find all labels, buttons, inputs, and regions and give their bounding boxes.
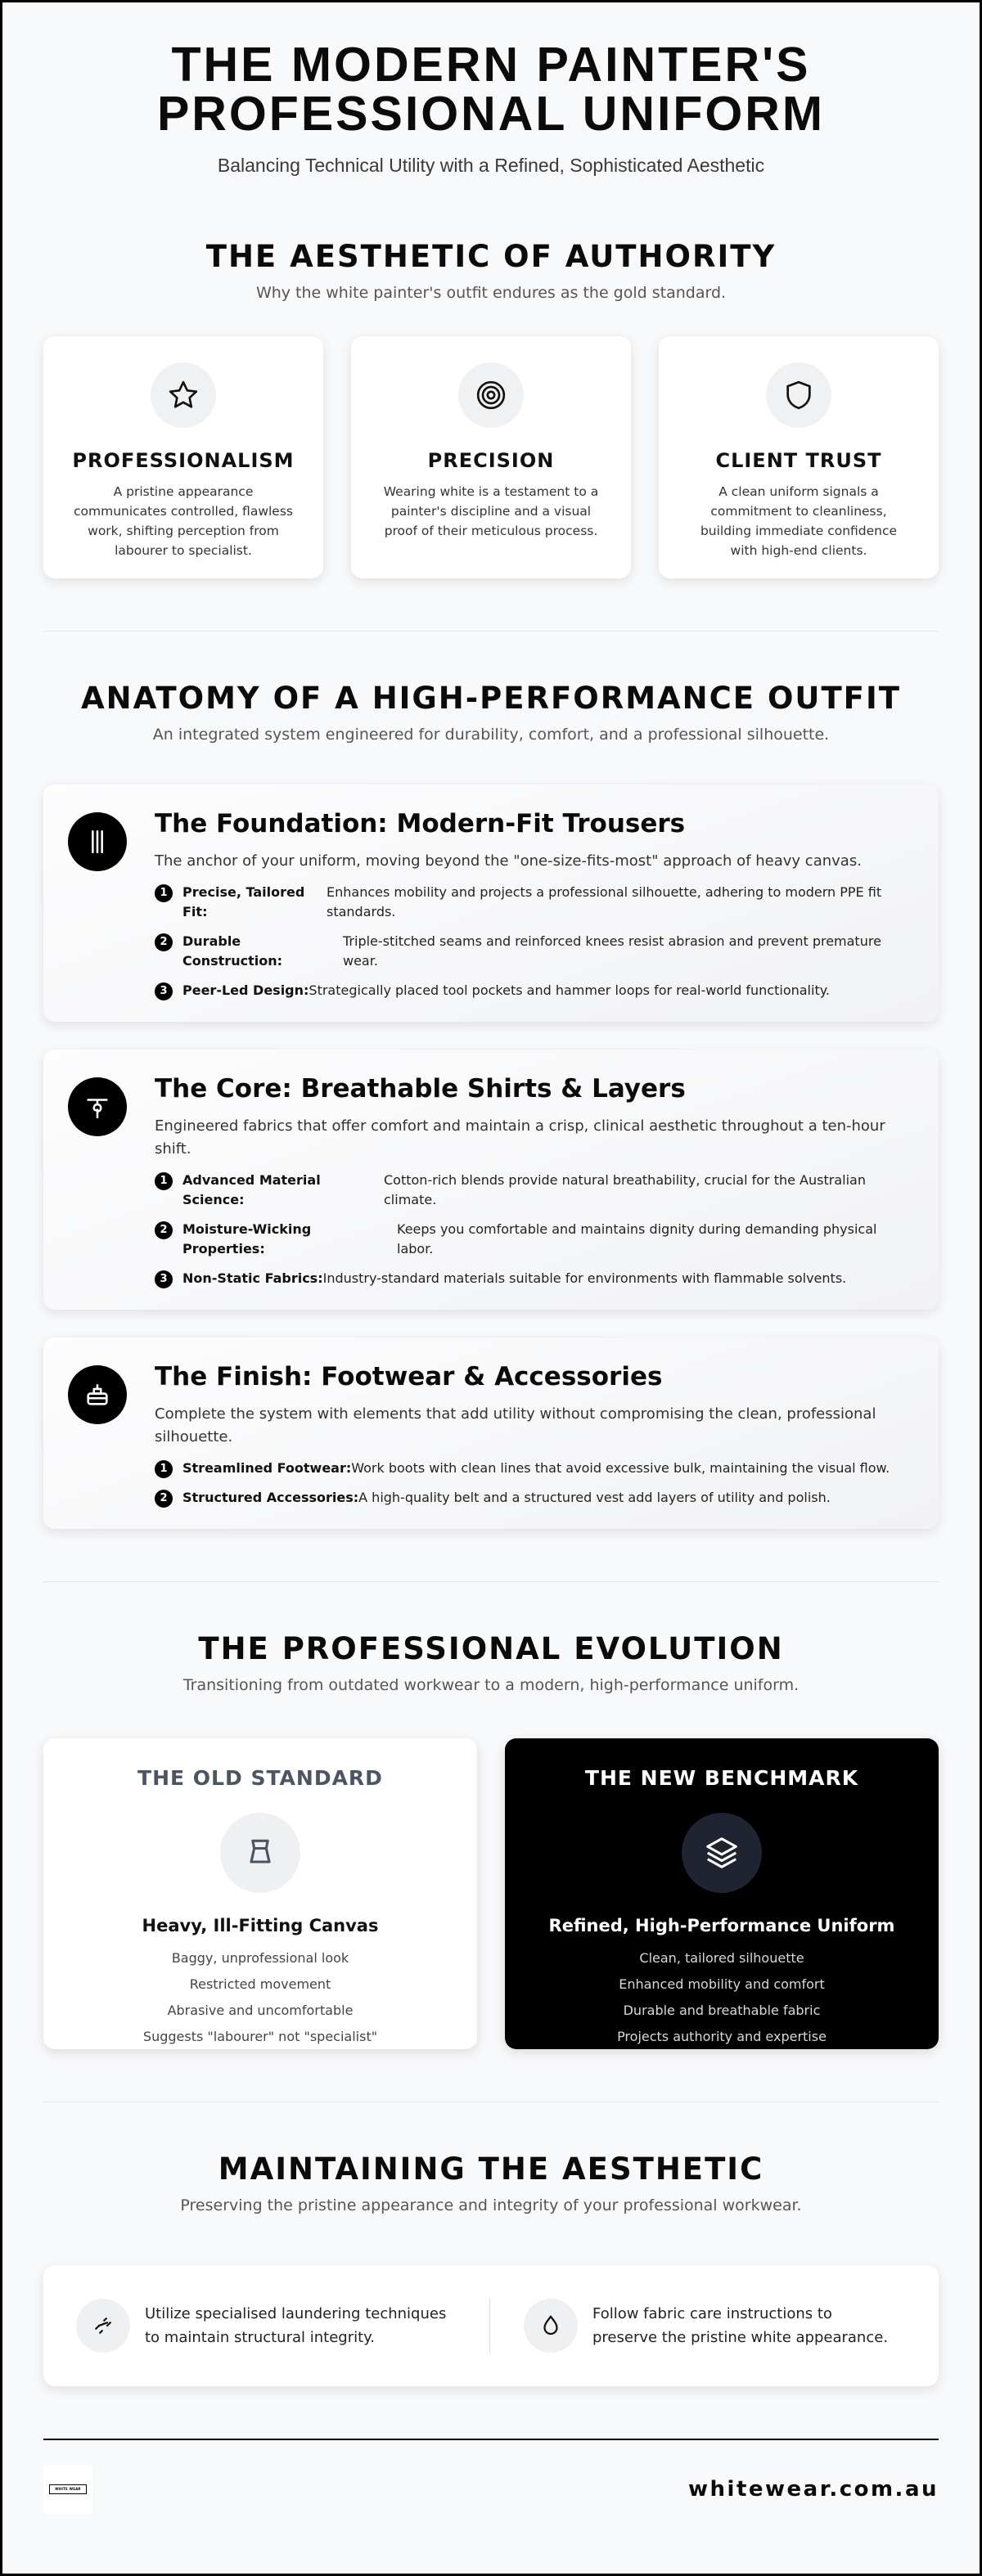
list-item-text: Keeps you comfortable and maintains dignity during demanding physical labor. xyxy=(397,1221,877,1257)
feature-shirts xyxy=(43,1050,939,1310)
feature-list xyxy=(155,1459,914,1508)
feature-title: The Finish: Footwear & Accessories xyxy=(155,1362,663,1391)
list-item-text: Industry-standard materials suitable for environments with flammable solvents. xyxy=(322,1270,847,1286)
list-item-label: Streamlined Footwear: xyxy=(182,1460,352,1476)
evolution-heading xyxy=(43,1631,939,1694)
maintain-divider xyxy=(489,2298,490,2353)
list-number: 2 xyxy=(155,1221,173,1239)
anatomy-heading xyxy=(43,681,939,744)
maintain-item-line-1: Utilize specialised laundering techniques xyxy=(145,2305,447,2322)
logo-mark xyxy=(49,2484,87,2494)
list-item xyxy=(155,1220,914,1259)
list-item xyxy=(155,932,914,971)
maintain-heading xyxy=(43,2151,939,2214)
evolution-comparison xyxy=(43,1738,939,2049)
list-item-text: Triple-stitched seams and reinforced knees resist abrasion and prevent premature wear. xyxy=(343,933,881,969)
authority-subtitle: Why the white painter's outfit endures as the gold standard. xyxy=(255,284,727,302)
hero-subtitle: Balancing Technical Utility with a Refined, Sophisticated Aesthetic xyxy=(217,155,765,176)
list-item xyxy=(155,1171,914,1210)
trousers-icon xyxy=(68,812,127,871)
list-item: Restricted movement xyxy=(189,1976,331,1992)
list-item-label: Durable Construction: xyxy=(182,933,282,969)
list-item: Durable and breathable fabric xyxy=(623,2003,821,2018)
list-item-label: Precise, Tailored Fit: xyxy=(182,884,305,919)
evolution-section xyxy=(43,1631,939,2049)
list-item-text: Strategically placed tool pockets and hammer loops for real-world functionality. xyxy=(309,982,830,998)
list-item-text: A high-quality belt and a structured vest add layers of utility and polish. xyxy=(358,1490,831,1505)
layers-icon xyxy=(682,1813,762,1893)
anatomy-title: ANATOMY OF A HIGH-PERFORMANCE OUTFIT xyxy=(81,681,901,716)
old-standard-title: Heavy, Ill-Fitting Canvas xyxy=(142,1916,379,1935)
hero-section xyxy=(43,2,939,177)
hero-title-line-2: PROFESSIONAL UNIFORM xyxy=(156,87,826,141)
card-text: A clean uniform signals a commitment to cleanliness, building immediate confidence with high-end clients. xyxy=(700,484,898,558)
list-item: Baggy, unprofessional look xyxy=(171,1950,349,1966)
old-standard-card xyxy=(43,1738,477,2049)
brand-logo[interactable] xyxy=(43,2465,92,2514)
feature-list xyxy=(155,1171,914,1288)
authority-cards xyxy=(43,336,939,578)
card-professionalism xyxy=(43,336,323,578)
list-item-text: Enhances mobility and projects a professional silhouette, adhering to modern PPE fit standards. xyxy=(327,884,882,919)
list-item-label: Peer-Led Design: xyxy=(182,982,309,998)
list-item xyxy=(155,1459,914,1478)
site-url-link[interactable]: whitewear.com.au xyxy=(688,2477,939,2502)
maintain-subtitle: Preserving the pristine appearance and integrity of your professional workwear. xyxy=(180,2196,802,2214)
maintain-item-text xyxy=(145,2302,446,2349)
water-drop-icon xyxy=(524,2299,578,2353)
maintain-item-line-2: to maintain structural integrity. xyxy=(145,2329,375,2346)
maintain-item-fabric-care xyxy=(491,2299,939,2353)
target-icon xyxy=(458,362,524,428)
feature-lead: Engineered fabrics that offer comfort and maintain a crisp, clinical aesthetic throughout a ten-hour shift. xyxy=(155,1117,885,1158)
list-item xyxy=(155,1269,914,1288)
list-item: Suggests "labourer" not "specialist" xyxy=(142,2029,378,2044)
list-number: 2 xyxy=(155,1490,173,1508)
feature-footwear xyxy=(43,1337,939,1529)
list-number: 1 xyxy=(155,1460,173,1478)
list-item: Enhanced mobility and comfort xyxy=(619,1976,825,1992)
list-item-text: Cotton-rich blends provide natural breathability, crucial for the Australian climate. xyxy=(384,1172,866,1207)
list-item xyxy=(155,1488,914,1508)
hero-title-line-1: THE MODERN PAINTER'S xyxy=(171,38,811,92)
new-benchmark-card xyxy=(505,1738,939,2049)
maintain-item-laundering xyxy=(43,2299,491,2353)
new-benchmark-heading: THE NEW BENCHMARK xyxy=(584,1766,859,1790)
feature-title: The Core: Breathable Shirts & Layers xyxy=(155,1074,686,1104)
list-number: 1 xyxy=(155,884,173,902)
list-item-label: Advanced Material Science: xyxy=(182,1172,321,1207)
shield-icon xyxy=(766,362,831,428)
anatomy-section xyxy=(43,681,939,1529)
list-item: Clean, tailored silhouette xyxy=(639,1950,804,1966)
authority-heading xyxy=(43,239,939,302)
canvas-overall-icon xyxy=(220,1813,300,1893)
feature-lead: Complete the system with elements that add utility without compromising the clean, professional silhouette. xyxy=(155,1405,876,1445)
maintain-card xyxy=(43,2265,939,2386)
list-item-label: Structured Accessories: xyxy=(182,1490,359,1505)
old-standard-heading: THE OLD STANDARD xyxy=(137,1766,383,1790)
list-number: 3 xyxy=(155,982,173,1000)
maintain-item-line-1: Follow fabric care instructions to xyxy=(592,2305,832,2322)
authority-section xyxy=(43,239,939,578)
list-item: Abrasive and uncomfortable xyxy=(167,2003,354,2018)
laundry-icon xyxy=(76,2299,130,2353)
list-item-label: Moisture-Wicking Properties: xyxy=(182,1221,312,1257)
card-client-trust xyxy=(659,336,939,578)
maintain-item-line-2: preserve the pristine white appearance. xyxy=(592,2329,889,2346)
old-standard-list xyxy=(43,1945,477,2050)
list-item-text: Work boots with clean lines that avoid excessive bulk, maintaining the visual flow. xyxy=(351,1460,890,1476)
feature-trousers xyxy=(43,784,939,1022)
list-item-label: Non-Static Fabrics: xyxy=(182,1270,323,1286)
section-divider xyxy=(43,1581,939,1582)
section-divider xyxy=(43,631,939,632)
list-number: 2 xyxy=(155,933,173,951)
card-title: CLIENT TRUST xyxy=(715,449,882,472)
new-benchmark-title: Refined, High-Performance Uniform xyxy=(548,1916,895,1935)
new-benchmark-list xyxy=(505,1945,939,2050)
page-content xyxy=(43,2,939,2538)
card-text: A pristine appearance communicates controlled, flawless work, shifting perception from labourer to specialist. xyxy=(74,484,293,558)
feature-list xyxy=(155,883,914,1000)
card-title: PROFESSIONALISM xyxy=(72,449,295,472)
hero-title xyxy=(43,38,939,141)
star-icon xyxy=(151,362,216,428)
toolbox-icon xyxy=(68,1365,127,1424)
logo-text: WHITE WEAR xyxy=(55,2487,81,2491)
list-number: 1 xyxy=(155,1172,173,1190)
footer-bar xyxy=(43,2440,939,2538)
anatomy-subtitle: An integrated system engineered for durability, comfort, and a professional silhouette. xyxy=(152,726,830,744)
evolution-title: THE PROFESSIONAL EVOLUTION xyxy=(198,1631,784,1666)
maintain-title: MAINTAINING THE AESTHETIC xyxy=(218,2151,764,2187)
evolution-subtitle: Transitioning from outdated workwear to a modern, high-performance uniform. xyxy=(182,1676,800,1694)
maintain-section xyxy=(43,2151,939,2386)
list-item xyxy=(155,981,914,1000)
feature-title: The Foundation: Modern-Fit Trousers xyxy=(155,809,686,838)
authority-title: THE AESTHETIC OF AUTHORITY xyxy=(205,239,777,274)
list-item xyxy=(155,883,914,922)
card-text: Wearing white is a testament to a painter's discipline and a visual proof of their meticulous process. xyxy=(383,484,599,538)
feature-lead: The anchor of your uniform, moving beyond the "one-size-fits-most" approach of heavy canvas. xyxy=(155,852,862,870)
list-number: 3 xyxy=(155,1270,173,1288)
shirt-hanger-icon xyxy=(68,1077,127,1136)
card-precision xyxy=(351,336,631,578)
footer xyxy=(43,2439,939,2538)
maintain-item-text xyxy=(592,2302,888,2349)
card-title: PRECISION xyxy=(427,449,555,472)
list-item: Projects authority and expertise xyxy=(617,2029,827,2044)
